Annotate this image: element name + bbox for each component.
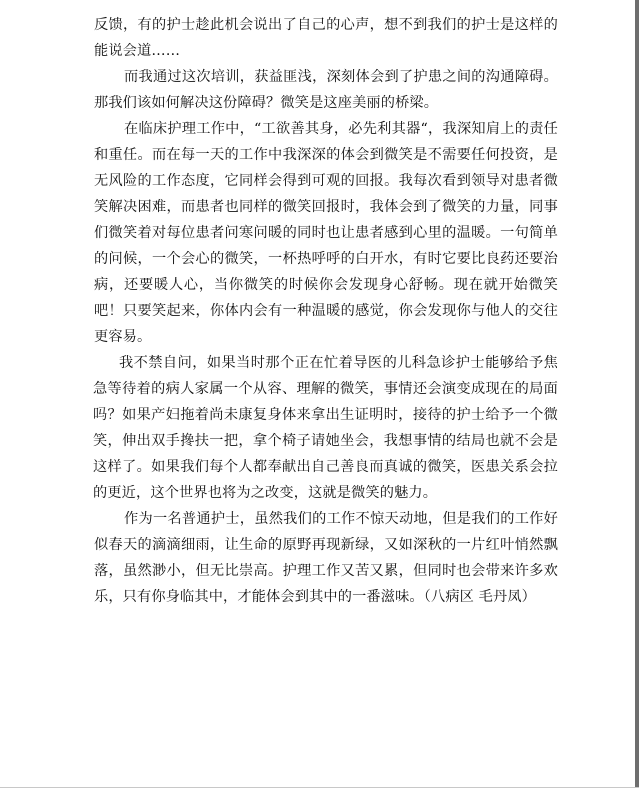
paragraph-3: 在临床护理工作中，“工欲善其身，必先利其器“，我深知肩上的责任和重任。而在每一天的工作中我深深的体会到微笑是不需要任何投资，是无风险的工作态度，它同样会得到可观的回报。我每次看到领导对患者微笑解决困难，而患者也同样的微笑回报时，我体会到了微笑的力量，同事们微笑着对每位患者问寒问暖的同时也让患者感到心里的温暖。一句简单的问候，一个会心的微笑，一杯热呼呼的白开水，有时它要比良药还要治病，还要暖人心，当你微笑的时候你会发现身心舒畅。现在就开始微笑吧！只要笑起来，你体内会有一种温暖的感觉，你会发现你与他人的交往更容易。	[94, 121, 558, 345]
paragraph-1: 反馈，有的护士趁此机会说出了自己的心声，想不到我们的护士是这样的能说会道……	[94, 17, 558, 59]
paragraph-5: 作为一名普通护士，虽然我们的工作不惊天动地，但是我们的工作好似春天的滴滴细雨，让生命的原野再现新绿，又如深秋的一片红叶悄然飘落，虽然渺小，但无比崇高。护理工作又苦又累，但同时也会带来许多欢乐，只有你身临其中，才能体会到其中的一番滋味。（八病区 毛丹凤）	[94, 511, 558, 605]
paragraph-4: 我不禁自问，如果当时那个正在忙着导医的儿科急诊护士能够给予焦急等待着的病人家属一个从容、理解的微笑，事情还会演变成现在的局面吗？如果产妇拖着尚未康复身体来拿出生证明时，接待的护士给予一个微笑，伸出双手搀扶一把，拿个椅子请她坐会，我想事情的结局也就不会是这样了。如果我们每个人都奉献出自己善良而真诚的微笑，医患关系会拉的更近，这个世界也将为之改变，这就是微笑的魅力。	[93, 355, 558, 501]
document-body	[94, 12, 558, 610]
paragraph-2: 而我通过这次培训，获益匪浅，深刻体会到了护患之间的沟通障碍。那我们该如何解决这份障碍？微笑是这座美丽的桥梁。	[94, 69, 558, 111]
page-edge-shadow	[635, 0, 639, 788]
